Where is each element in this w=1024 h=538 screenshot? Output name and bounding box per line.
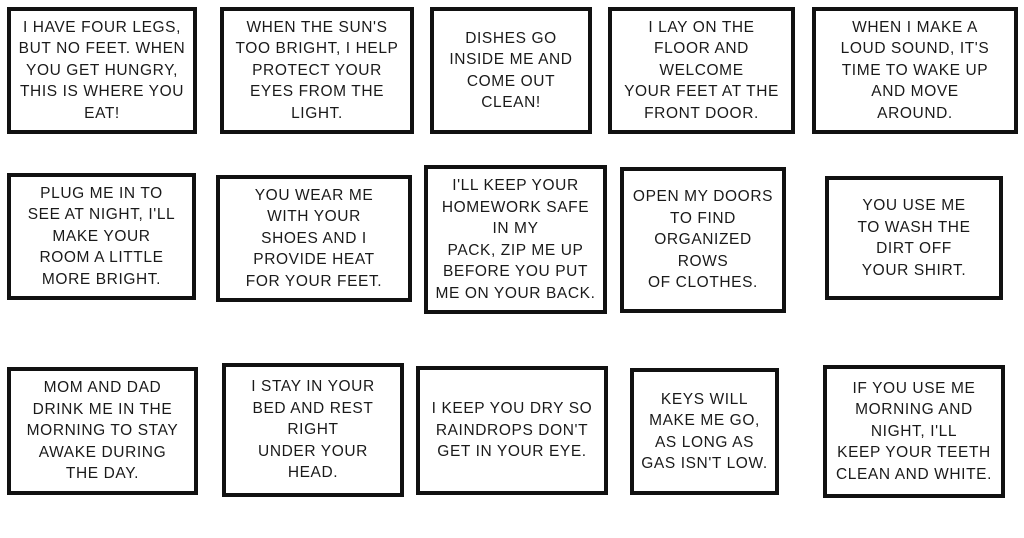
riddle-card-umbrella [416,366,608,495]
riddle-card-pillow [222,363,404,497]
riddle-card-backpack [424,165,607,314]
riddle-text: I'LL KEEP YOUR HOMEWORK SAFE IN MY PACK, ZIP ME UP BEFORE YOU PUT ME ON YOUR BACK. [435,177,596,302]
riddle-text: I LAY ON THE FLOOR AND WELCOME YOUR FEET AT THE FRONT DOOR. [624,18,779,122]
riddle-card-table [7,7,197,134]
riddle-card-doormat [608,7,795,134]
riddle-card-sunglasses [220,7,414,134]
riddle-text: WHEN I MAKE A LOUD SOUND, IT'S TIME TO WAKE UP AND MOVE AROUND. [840,18,990,122]
riddle-text: YOU USE ME TO WASH THE DIRT OFF YOUR SHIRT. [857,197,971,279]
riddle-text: DISHES GO INSIDE ME AND COME OUT CLEAN! [449,29,573,111]
riddle-card-alarm-clock [812,7,1018,134]
riddle-card-lamp [7,173,196,300]
riddle-card-dishwasher [430,7,592,134]
riddle-text: I KEEP YOU DRY SO RAINDROPS DON'T GET IN YOUR EYE. [431,400,593,461]
riddle-text: I STAY IN YOUR BED AND REST RIGHT UNDER YOUR HEAD. [251,378,375,482]
riddle-card-coffee [7,367,198,495]
riddle-card-closet [620,167,786,313]
riddle-card-socks [216,175,412,302]
riddle-card-toothbrush [823,365,1005,498]
riddle-text: MOM AND DAD DRINK ME IN THE MORNING TO STAY AWAKE DURING THE DAY. [26,379,179,483]
riddle-text: PLUG ME IN TO SEE AT NIGHT, I'LL MAKE YOUR ROOM A LITTLE MORE BRIGHT. [27,184,176,288]
riddle-card-car [630,368,779,495]
riddle-card-washing-machine [825,176,1003,300]
riddle-text: YOU WEAR ME WITH YOUR SHOES AND I PROVIDE HEAT FOR YOUR FEET. [245,186,383,290]
riddle-text: WHEN THE SUN'S TOO BRIGHT, I HELP PROTECT YOUR EYES FROM THE LIGHT. [235,18,399,122]
riddle-text: KEYS WILL MAKE ME GO, AS LONG AS GAS ISN'T LOW. [641,390,768,472]
riddle-text: IF YOU USE ME MORNING AND NIGHT, I'LL KEEP YOUR TEETH CLEAN AND WHITE. [835,379,992,483]
riddle-text: I HAVE FOUR LEGS, BUT NO FEET. WHEN YOU GET HUNGRY, THIS IS WHERE YOU EAT! [18,18,186,122]
riddle-text: OPEN MY DOORS TO FIND ORGANIZED ROWS OF CLOTHES. [632,188,774,292]
